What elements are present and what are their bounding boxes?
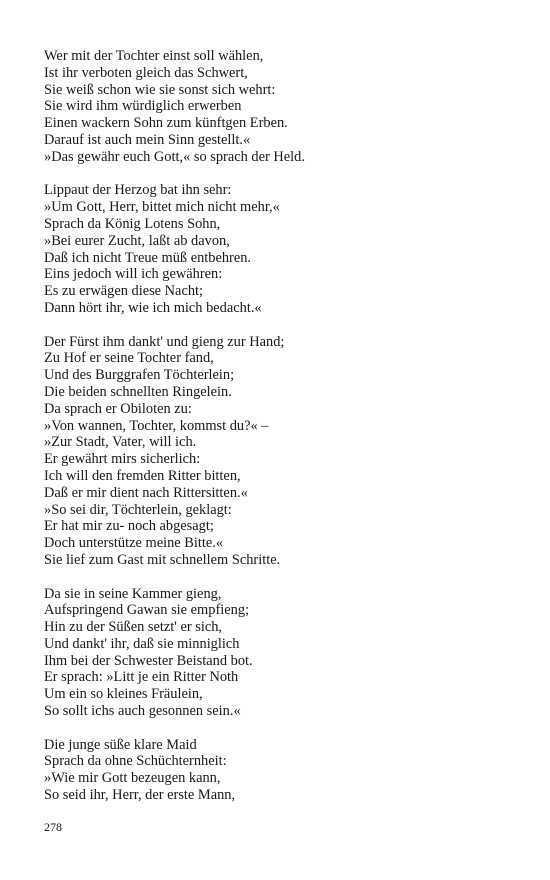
verse-line: Er sprach: »Litt je ein Ritter Noth (44, 669, 239, 686)
verse-line: Sprach da König Lotens Sohn, (44, 215, 221, 232)
verse-line: Sie lief zum Gast mit schnellem Schritte. (44, 551, 281, 568)
stanza (44, 48, 514, 166)
verse-line: Und des Burggrafen Töchterlein; (44, 367, 235, 384)
verse-line: Um ein so kleines Fräulein, (44, 686, 203, 703)
verse-line: Da sprach er Obiloten zu: (44, 400, 192, 417)
verse-line: »Wie mir Gott bezeugen kann, (44, 770, 221, 787)
verse-line: Eins jedoch will ich gewähren: (44, 266, 223, 283)
stanza (44, 586, 514, 720)
verse-line: »Zur Stadt, Vater, will ich. (44, 434, 197, 451)
verse-line: »Um Gott, Herr, bittet mich nicht mehr,« (44, 199, 280, 216)
verse-line: Darauf ist auch mein Sinn gestellt.« (44, 131, 251, 148)
verse-line: Die junge süße klare Maid (44, 736, 197, 753)
verse-line: »So sei dir, Töchterlein, geklagt: (44, 501, 232, 518)
verse-line: Wer mit der Tochter einst soll wählen, (44, 48, 264, 64)
verse-line: Ist ihr verboten gleich das Schwert, (44, 64, 248, 81)
verse-line: »Das gewähr euch Gott,« so sprach der Held. (44, 148, 305, 165)
verse-line: »Von wannen, Tochter, kommst du?« – (44, 417, 269, 434)
verse-line: Hin zu der Süßen setzt' er sich, (44, 619, 223, 636)
verse-line: Er gewährt mirs sicherlich: (44, 451, 201, 468)
verse-line: Es zu erwägen diese Nacht; (44, 283, 204, 300)
verse-line: Sprach da ohne Schüchternheit: (44, 753, 227, 770)
verse-line: Zu Hof er seine Tochter fand, (44, 350, 214, 367)
verse-line: Sie wird ihm würdiglich erwerben (44, 98, 242, 115)
stanza (44, 182, 514, 316)
verse-line: Daß ich nicht Treue müß entbehren. (44, 249, 252, 266)
verse-line: Ihm bei der Schwester Beistand bot. (44, 652, 253, 669)
verse-line: »Bei eurer Zucht, laßt ab davon, (44, 232, 230, 249)
verse-line: Der Fürst ihm dankt' und gieng zur Hand; (44, 333, 285, 350)
verse-line: Daß er mir dient nach Rittersitten.« (44, 484, 248, 501)
stanza (44, 737, 514, 804)
verse-line: Da sie in seine Kammer gieng, (44, 585, 222, 602)
verse-line: Sie weiß schon wie sie sonst sich wehrt: (44, 81, 276, 98)
verse-line: So sollt ichs auch gesonnen sein.« (44, 703, 241, 720)
verse-line: Und dankt' ihr, daß sie minniglich (44, 635, 240, 652)
verse-line: Dann hört ihr, wie ich mich bedacht.« (44, 299, 262, 316)
verse-line: Aufspringend Gawan sie empfieng; (44, 602, 250, 619)
stanza (44, 334, 514, 569)
poem-text (44, 48, 514, 804)
verse-line: So seid ihr, Herr, der erste Mann, (44, 787, 236, 804)
verse-line: Einen wackern Sohn zum künftgen Erben. (44, 115, 288, 132)
verse-line: Er hat mir zu- noch abgesagt; (44, 518, 214, 535)
verse-line: Lippaut der Herzog bat ihn sehr: (44, 182, 232, 199)
verse-line: Ich will den fremden Ritter bitten, (44, 467, 241, 484)
page-number: 278 (44, 820, 62, 834)
verse-line: Doch unterstütze meine Bitte.« (44, 535, 224, 552)
verse-line: Die beiden schnellten Ringelein. (44, 383, 232, 400)
